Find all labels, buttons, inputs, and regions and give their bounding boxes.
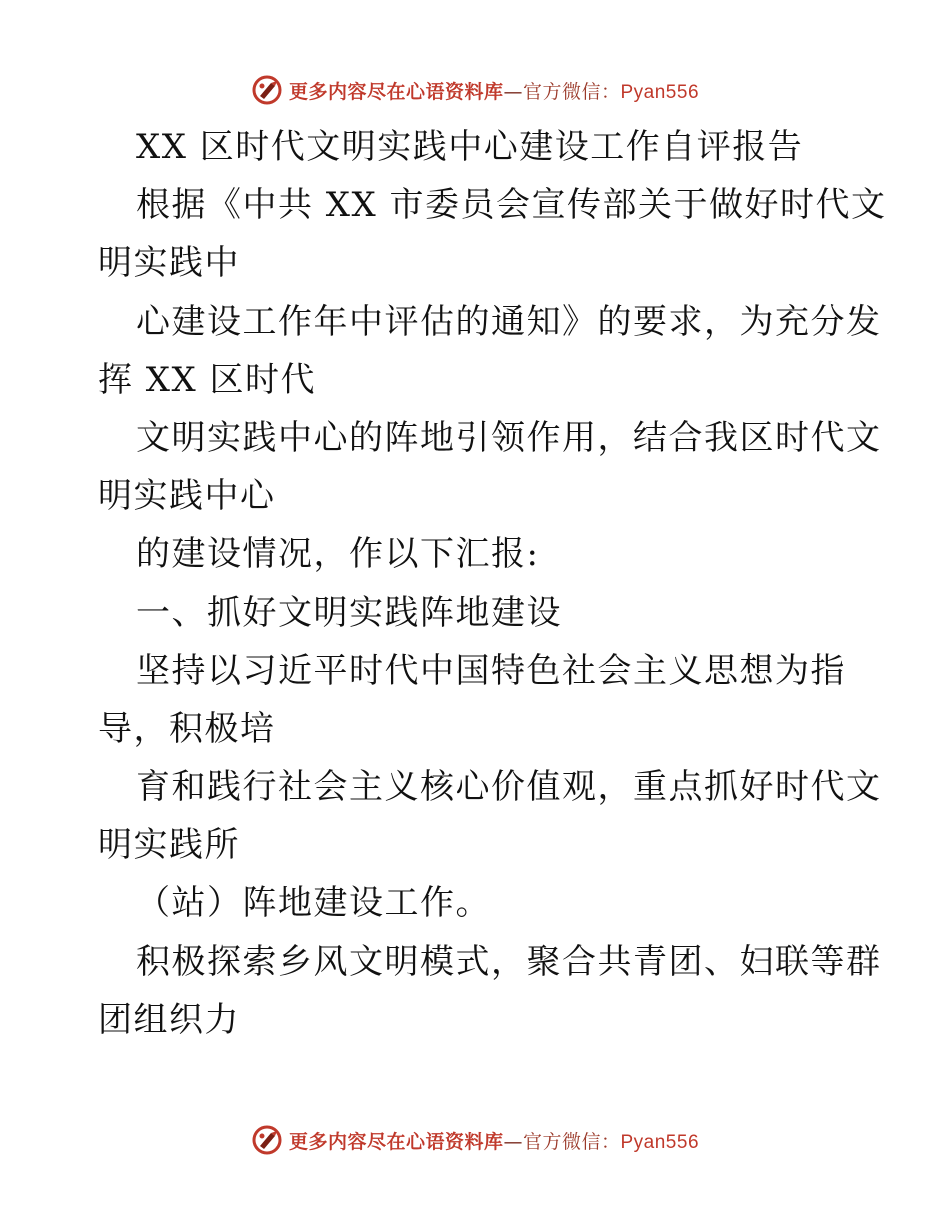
text-line: 明实践中	[98, 243, 240, 284]
watermark-id: Pyan556	[620, 1131, 700, 1153]
watermark-official: 官方微信：	[522, 80, 621, 103]
text-line: 心建设工作年中评估的通知》的要求，为充分发	[136, 301, 882, 342]
text-line: 积极探索乡风文明模式，聚合共青团、妇联等群	[136, 941, 882, 982]
text-line: 根据《中共 XX 市委员会宣传部关于做好时代文	[136, 185, 887, 226]
document-body	[98, 118, 887, 1049]
watermark-dash: —	[503, 80, 523, 103]
watermark-brand: 更多内容尽在心语资料库	[288, 1130, 504, 1153]
watermark-dash: —	[503, 1130, 523, 1153]
text-line: 育和践行社会主义核心价值观，重点抓好时代文	[136, 767, 882, 808]
text-line: 的建设情况，作以下汇报:	[136, 534, 540, 575]
header-watermark	[0, 70, 950, 110]
text-line: 导，积极培	[98, 708, 276, 749]
text-line: 一、抓好文明实践阵地建设	[136, 592, 562, 633]
text-line: 明实践所	[98, 825, 240, 866]
text-line: XX 区时代文明实践中心建设工作自评报告	[136, 127, 804, 167]
text-line: 团组织力	[98, 999, 240, 1040]
watermark-id: Pyan556	[620, 81, 700, 103]
text-line: 文明实践中心的阵地引领作用，结合我区时代文	[136, 417, 882, 458]
footer-watermark	[0, 1120, 950, 1160]
text-line: 挥 XX 区时代	[98, 359, 317, 400]
watermark-official: 官方微信：	[522, 1130, 621, 1153]
brand-logo-icon	[251, 1124, 283, 1156]
brand-logo-icon	[251, 74, 283, 106]
text-line: 明实践中心	[98, 476, 276, 517]
text-line: 坚持以习近平时代中国特色社会主义思想为指	[136, 650, 846, 691]
text-line: （站）阵地建设工作。	[136, 883, 491, 924]
watermark-brand: 更多内容尽在心语资料库	[288, 80, 504, 103]
